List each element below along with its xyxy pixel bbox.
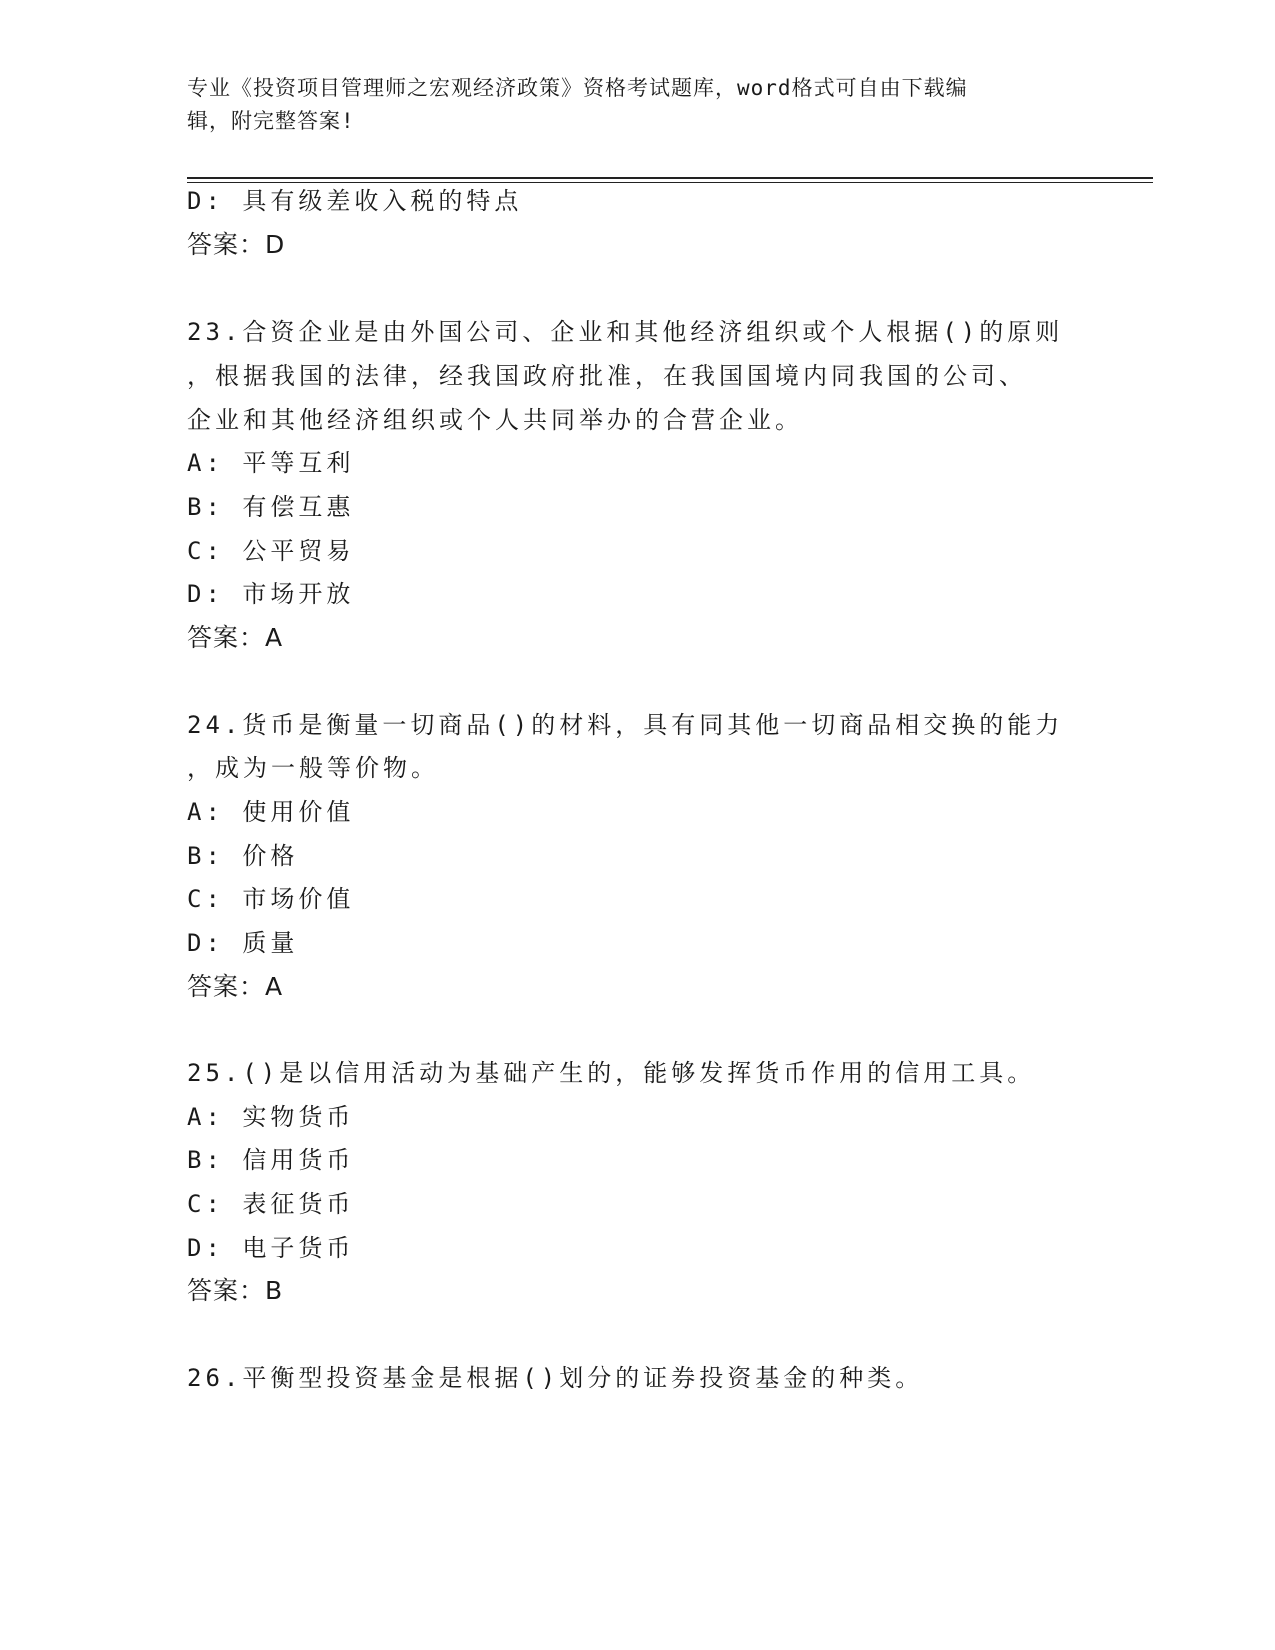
q26-text-line-1: 26.平衡型投资基金是根据()划分的证券投资基金的种类。 bbox=[187, 1364, 924, 1392]
q25-answer: 答案：B bbox=[187, 1276, 284, 1305]
prev-option-d: D: 具有级差收入税的特点 bbox=[187, 187, 523, 215]
header-line-2: 辑，附完整答案! bbox=[187, 109, 355, 133]
q23-answer: 答案：A bbox=[187, 623, 284, 652]
q23-option-d: D: 市场开放 bbox=[187, 580, 355, 608]
q25-option-b: B: 信用货币 bbox=[187, 1146, 355, 1174]
q23-option-c: C: 公平贸易 bbox=[187, 537, 355, 565]
q25-option-c: C: 表征货币 bbox=[187, 1190, 355, 1218]
q24-option-a: A: 使用价值 bbox=[187, 798, 355, 826]
q23-option-a: A: 平等互利 bbox=[187, 449, 355, 477]
q25-option-a: A: 实物货币 bbox=[187, 1103, 355, 1131]
q23-text-line-1: 23.合资企业是由外国公司、企业和其他经济组织或个人根据()的原则 bbox=[187, 318, 1064, 346]
q23-option-b: B: 有偿互惠 bbox=[187, 493, 355, 521]
q24-option-d: D: 质量 bbox=[187, 929, 299, 957]
q25-text-line-1: 25.()是以信用活动为基础产生的，能够发挥货币作用的信用工具。 bbox=[187, 1059, 1036, 1087]
header-line-1: 专业《投资项目管理师之宏观经济政策》资格考试题库，word格式可自由下载编 bbox=[187, 76, 968, 100]
q23-text-line-2: ，根据我国的法律，经我国政府批准，在我国国境内同我国的公司、 bbox=[187, 362, 1027, 390]
document-header bbox=[187, 72, 1077, 138]
q25-option-d: D: 电子货币 bbox=[187, 1234, 355, 1262]
header-divider-top bbox=[187, 177, 1153, 179]
q24-option-c: C: 市场价值 bbox=[187, 885, 355, 913]
q24-text-line-2: ，成为一般等价物。 bbox=[187, 754, 439, 782]
header-divider-bottom bbox=[187, 182, 1153, 183]
q24-option-b: B: 价格 bbox=[187, 842, 299, 870]
q24-text-line-1: 24.货币是衡量一切商品()的材料，具有同其他一切商品相交换的能力 bbox=[187, 711, 1064, 739]
q23-text-line-3: 企业和其他经济组织或个人共同举办的合营企业。 bbox=[187, 406, 803, 434]
prev-answer: 答案：D bbox=[187, 230, 286, 259]
q24-answer: 答案：A bbox=[187, 972, 284, 1001]
